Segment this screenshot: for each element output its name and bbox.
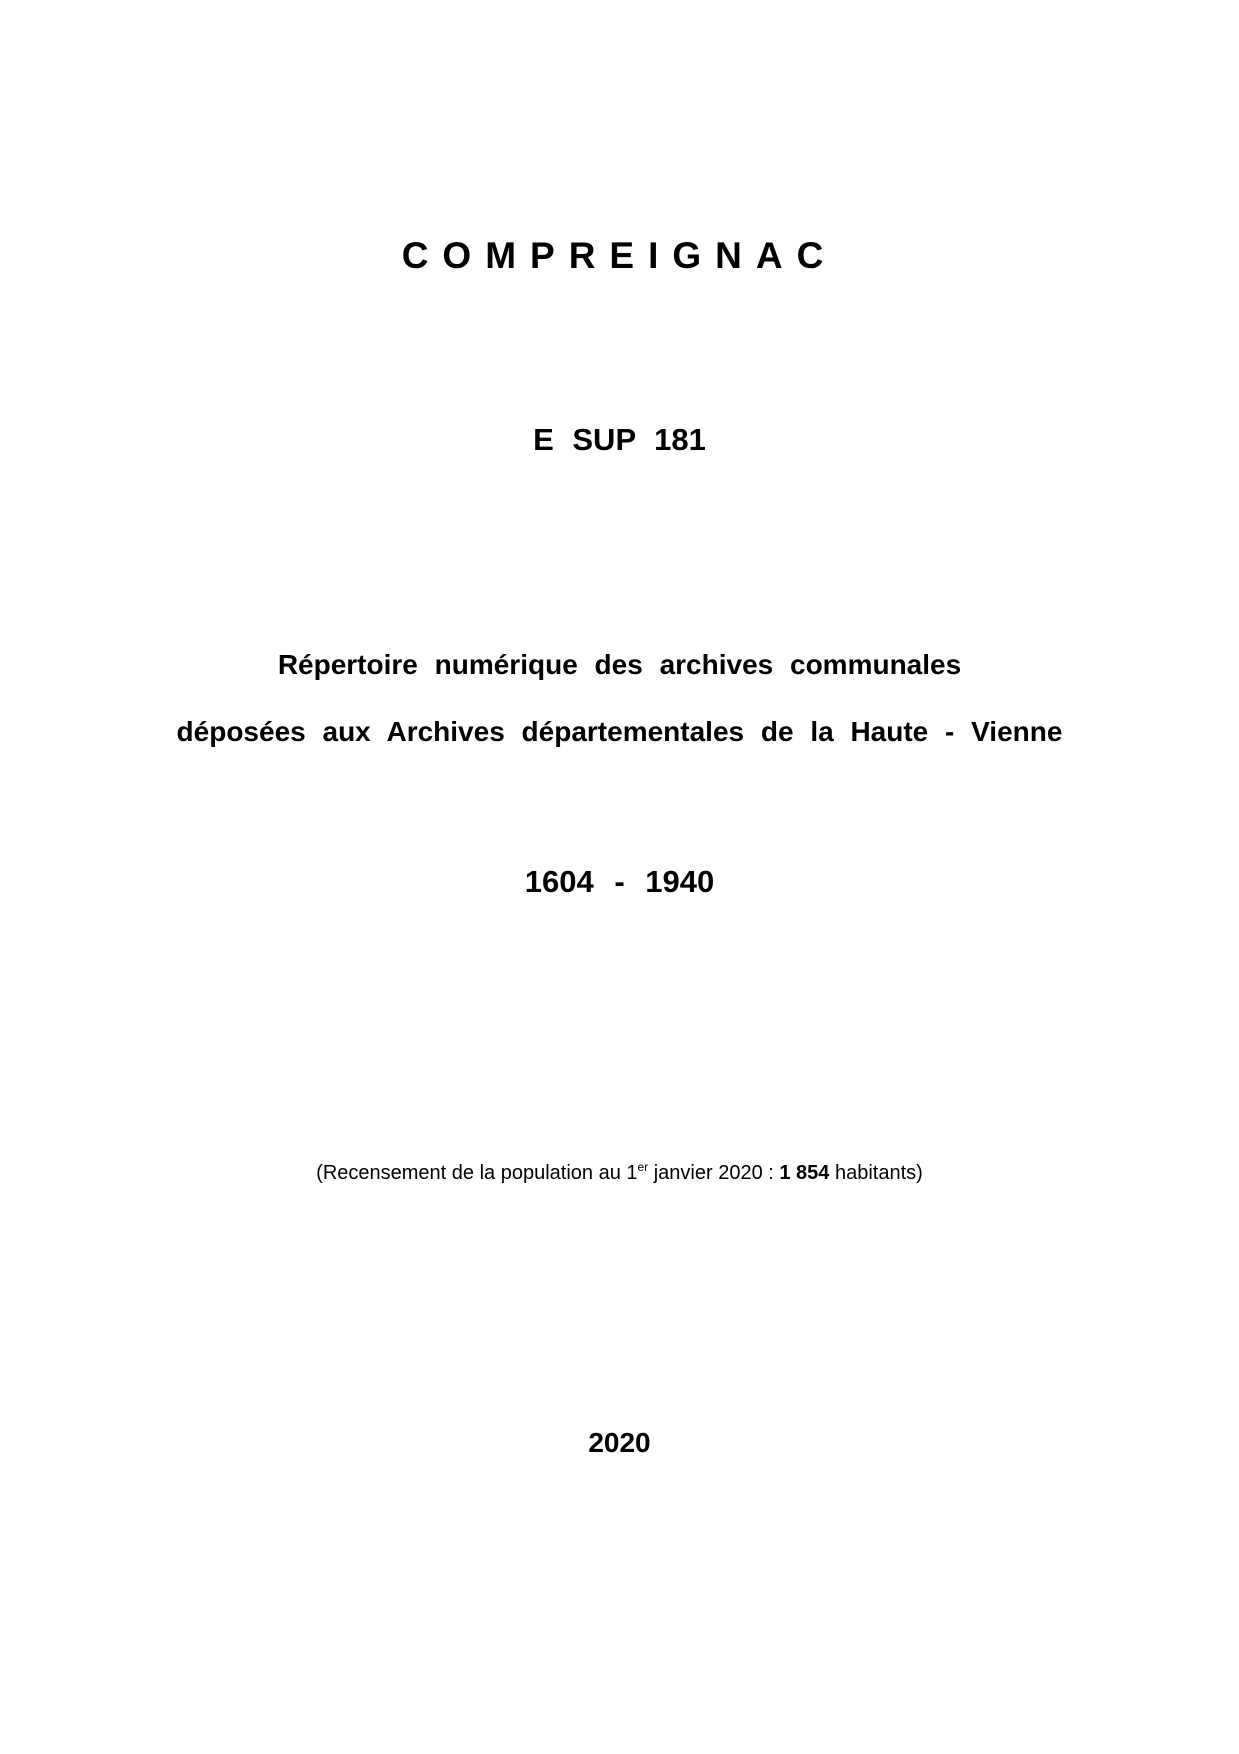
archive-reference: E SUP 181 [533, 422, 706, 457]
census-suffix: habitants) [829, 1162, 923, 1184]
subtitle-line-2: déposées aux Archives départementales de la Haute - Vienne [176, 716, 1063, 747]
commune-title: COMPREIGNAC [401, 235, 838, 276]
date-range: 1604 - 1940 [524, 864, 715, 899]
census-middle: janvier 2020 : [648, 1162, 780, 1184]
subtitle-line-1: Répertoire numérique des archives communales [277, 649, 962, 680]
census-population: 1 854 [779, 1162, 830, 1184]
census-superscript: er [637, 1160, 649, 1174]
publication-year: 2020 [588, 1427, 651, 1458]
census-prefix: (Recensement de la population au 1 [316, 1162, 638, 1184]
census-note [0, 1160, 1239, 1184]
